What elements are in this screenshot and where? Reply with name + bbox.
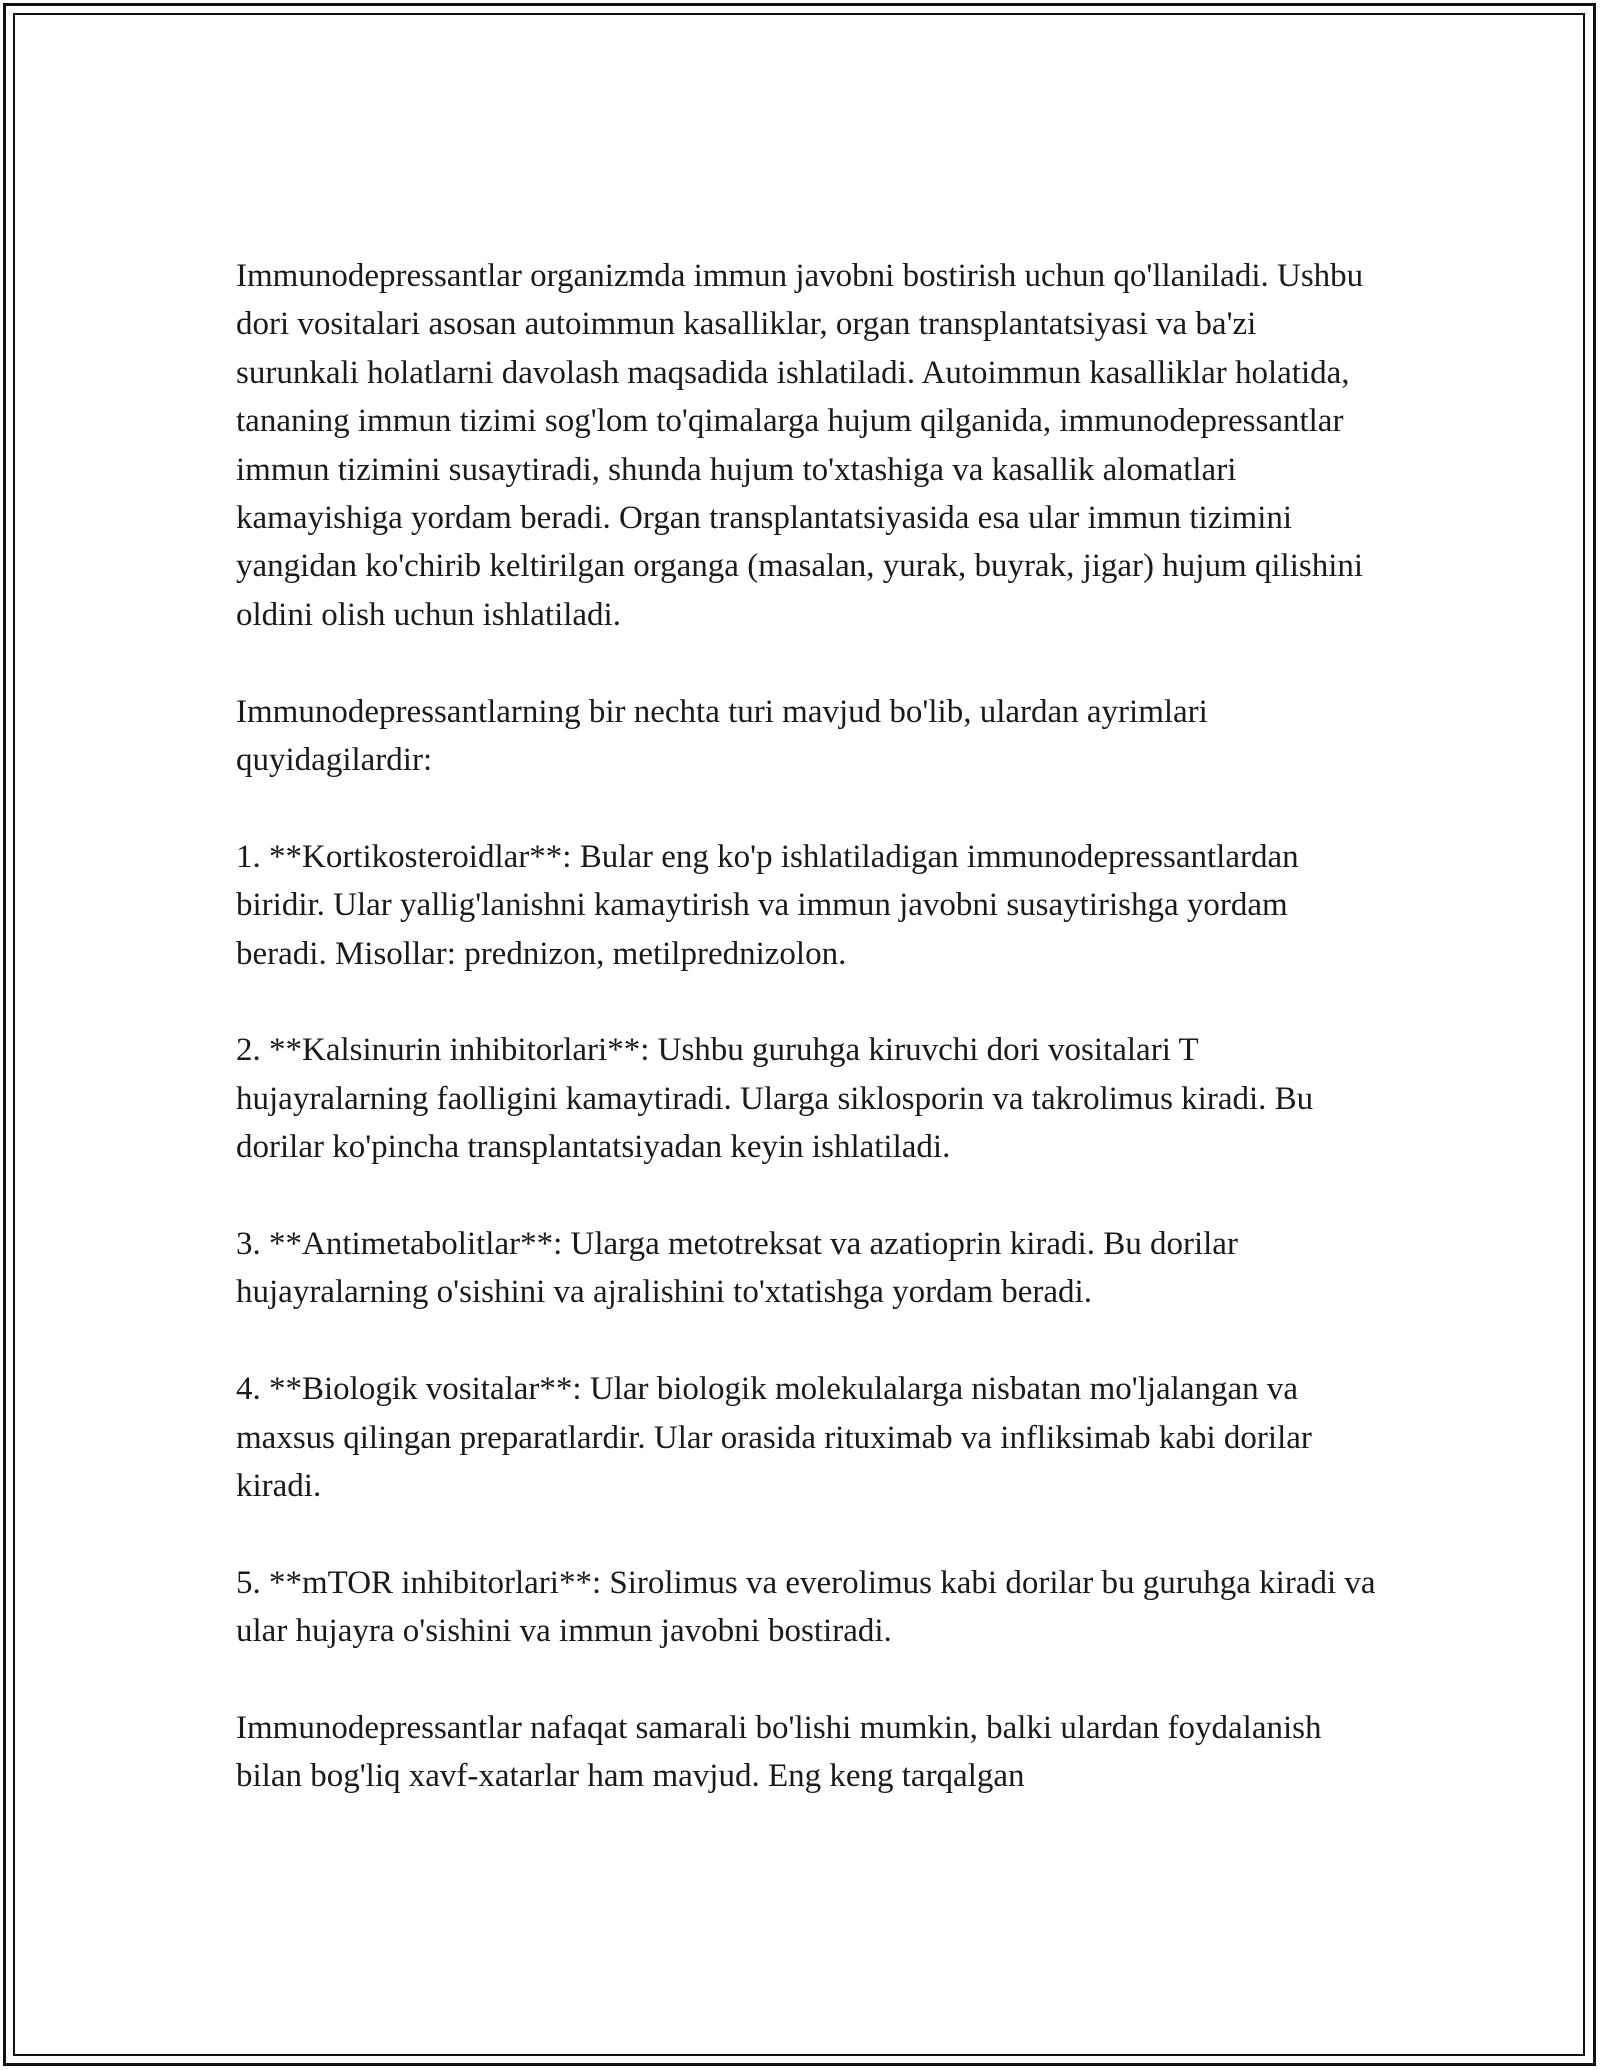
list-item-biologics: 4. **Biologik vositalar**: Ular biologik molekulalarga nisbatan mo'ljalangan va maxsus qilingan preparatlardir. Ular orasida rituximab va infliksimab kabi dorilar kiradi. <box>236 1371 1312 1505</box>
list-item-mtor-inhibitors: 5. **mTOR inhibitorlari**: Sirolimus va everolimus kabi dorilar bu guruhga kiradi va ular hujayra o'sishini va immun javobni bostiradi. <box>236 1564 1376 1650</box>
list-item-antimetabolites: 3. **Antimetabolitlar**: Ularga metotreksat va azatioprin kiradi. Bu dorilar hujayralarning o'sishini va ajralishini to'xtatishga yordam beradi. <box>236 1226 1238 1311</box>
list-item-calcineurin-inhibitors: 2. **Kalsinurin inhibitorlari**: Ushbu guruhga kiruvchi dori vositalari T hujayralarning faolligini kamaytiradi. Ularga siklosporin va takrolimus kiradi. Bu dorilar ko'pincha transplantatsiyadan keyin ishlatiladi. <box>236 1032 1314 1166</box>
list-item-corticosteroids: 1. **Kortikosteroidlar**: Bular eng ko'p ishlatiladigan immunodepressantlardan biridir. Ular yallig'lanishni kamaytirish va immun javobni susaytirishga yordam beradi. Misollar: prednizon, metilprednizolon. <box>236 838 1299 972</box>
document-body <box>236 252 1386 1849</box>
paragraph-types-intro: Immunodepressantlarning bir nechta turi mavjud bo'lib, ulardan ayrimlari quyidagilardir: <box>236 693 1208 779</box>
paragraph-intro: Immunodepressantlar organizmda immun javobni bostirish uchun qo'llaniladi. Ushbu dori vositalari asosan autoimmun kasalliklar, organ transplantatsiyasi va ba'zi surunkali holatlarni davolash maqsadida ishlatiladi. Autoimmun kasalliklar holatida, tananing immun tizimi sog'lom to'qimalarga hujum qilganida, immunodepressantlar immun tizimini susaytiradi, shunda hujum to'xtashiga va kasallik alomatlari kamayishiga yordam beradi. Organ transplantatsiyasida esa ular immun tizimini yangidan ko'chirib keltirilgan organga (masalan, yurak, buyrak, jigar) hujum qilishini oldini olish uchun ishlatiladi. <box>236 258 1364 633</box>
paragraph-risks: Immunodepressantlar nafaqat samarali bo'lishi mumkin, balki ulardan foydalanish bilan bog'liq xavf-xatarlar ham mavjud. Eng keng tarqalgan <box>236 1710 1322 1795</box>
